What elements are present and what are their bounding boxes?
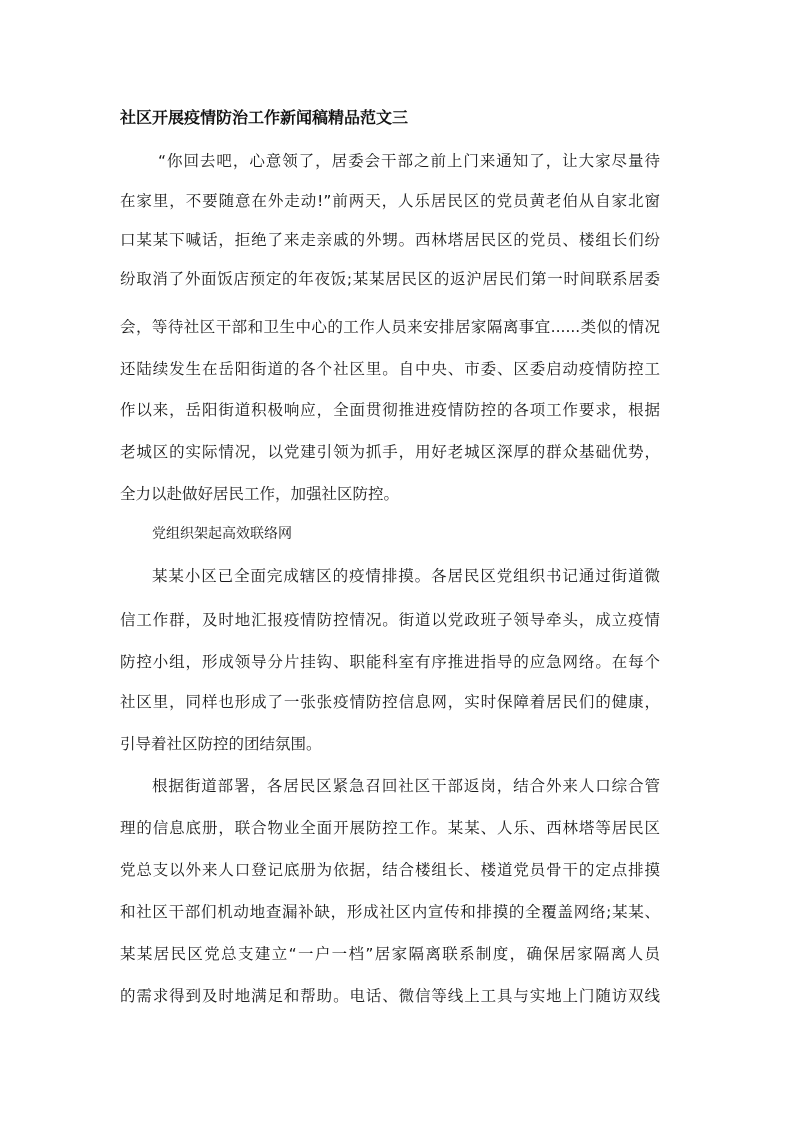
- document-title: 社区开展疫情防治工作新闻稿精品范文三: [120, 108, 409, 127]
- paragraph-1-line-9: 全力以赴做好居民工作，加强社区防控。: [120, 485, 400, 503]
- paragraph-2-line-4: 社区里，同样也形成了一张张疫情防控信息网，实时保障着居民们的健康，: [120, 693, 660, 711]
- paragraph-1-line-3: 口某某下喊话，拒绝了来走亲戚的外甥。西林塔居民区的党员、楼组长们纷: [120, 231, 660, 249]
- paragraph-3-line-5: 某某居民区党总支建立“一户一档”居家隔离联系制度，确保居家隔离人员: [120, 945, 660, 963]
- paragraph-1-line-5: 会，等待社区干部和卫生中心的工作人员来安排居家隔离事宜......类似的情况: [120, 318, 660, 336]
- paragraph-3-line-6: 的需求得到及时地满足和帮助。电话、微信等线上工具与实地上门随访双线: [120, 987, 660, 1005]
- paragraph-2-line-1: 某某小区已全面完成辖区的疫情排摸。各居民区党组织书记通过街道微: [152, 567, 660, 585]
- section-heading: 党组织架起高效联络网: [152, 526, 292, 542]
- paragraph-2-line-3: 防控小组，形成领导分片挂钩、职能科室有序推进指导的应急网络。在每个: [120, 653, 660, 671]
- paragraph-2-line-5: 引导着社区防控的团结氛围。: [120, 735, 322, 753]
- paragraph-1-line-6: 还陆续发生在岳阳街道的各个社区里。自中央、市委、区委启动疫情防控工: [120, 360, 660, 378]
- paragraph-3-line-4: 和社区干部们机动地查漏补缺，形成社区内宣传和排摸的全覆盖网络;某某、: [120, 903, 660, 921]
- paragraph-1-line-4: 纷取消了外面饭店预定的年夜饭;某某居民区的返沪居民们第一时间联系居委: [120, 270, 660, 288]
- paragraph-1-line-1: “你回去吧，心意领了，居委会干部之前上门来通知了，让大家尽量待: [158, 152, 660, 170]
- paragraph-3-line-3: 党总支以外来人口登记底册为依据，结合楼组长、楼道党员骨干的定点排摸: [120, 861, 660, 879]
- paragraph-1-line-7: 作以来，岳阳街道积极响应，全面贯彻推进疫情防控的各项工作要求，根据: [120, 401, 660, 419]
- paragraph-1-line-8: 老城区的实际情况，以党建引领为抓手，用好老城区深厚的群众基础优势，: [120, 443, 660, 461]
- paragraph-1-line-2: 在家里，不要随意在外走动!”前两天，人乐居民区的党员黄老伯从自家北窗: [120, 192, 660, 210]
- paragraph-3-line-2: 理的信息底册，联合物业全面开展防控工作。某某、人乐、西林塔等居民区: [120, 819, 660, 837]
- paragraph-3-line-1: 根据街道部署，各居民区紧急召回社区干部返岗，结合外来人口综合管: [152, 777, 660, 795]
- paragraph-2-line-2: 信工作群，及时地汇报疫情防控情况。街道以党政班子领导牵头，成立疫情: [120, 611, 660, 629]
